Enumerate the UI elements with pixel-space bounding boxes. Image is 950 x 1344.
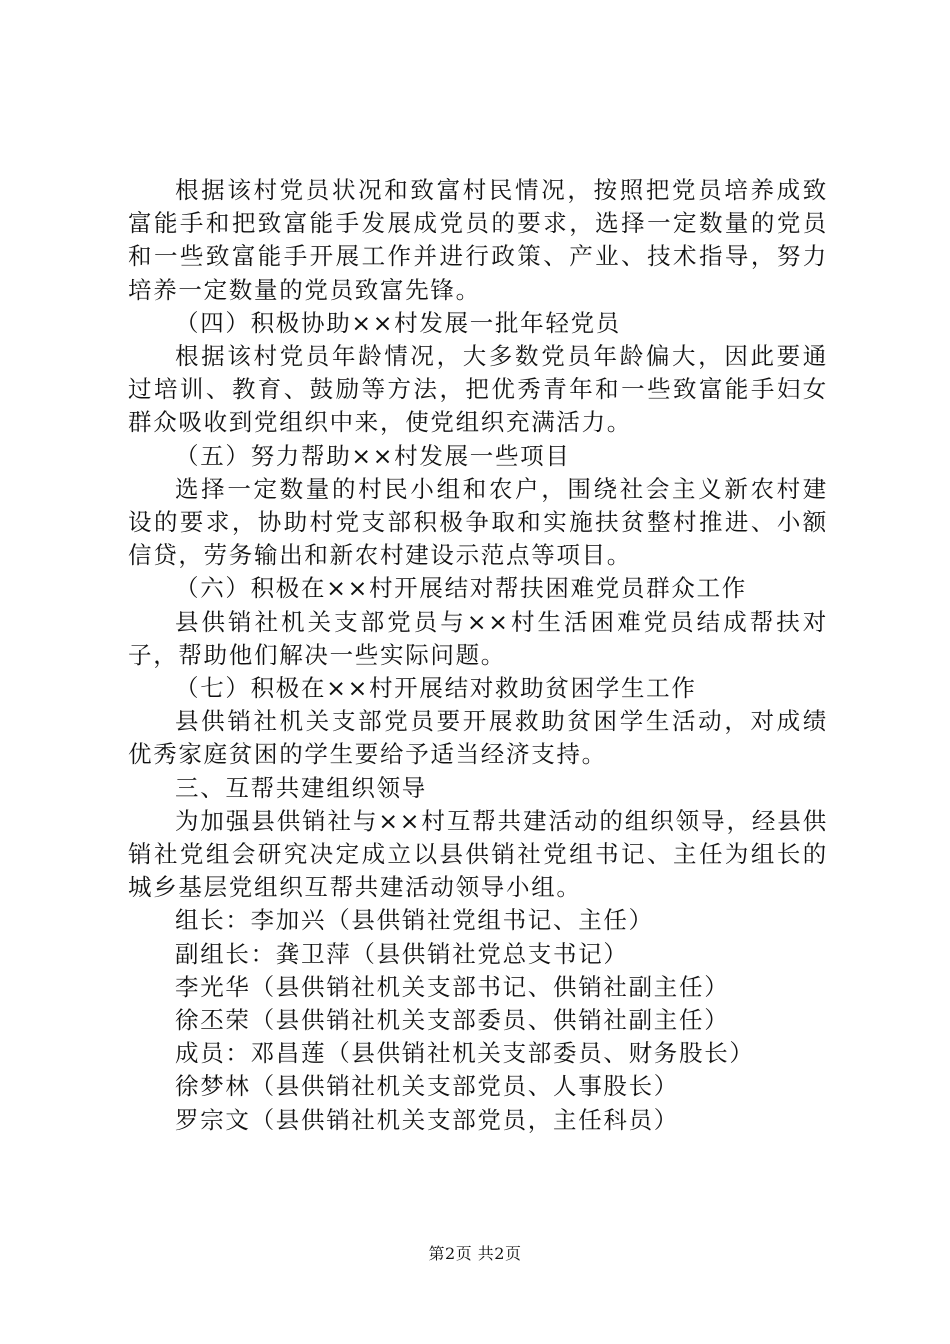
paragraph-4: 县供销社机关支部党员与××村生活困难党员结成帮扶对子，帮助他们解决一些实际问题。: [128, 607, 828, 669]
paragraph-1: 根据该村党员状况和致富村民情况，按照把党员培养成致富能手和把致富能手发展成党员的要求，选择一定数量的党员和一些致富能手开展工作并进行政策、产业、技术指导，努力培养一定数量的党员致富先锋。: [128, 176, 828, 304]
paragraph-2: 根据该村党员年龄情况，大多数党员年龄偏大，因此要通过培训、教育、鼓励等方法，把优秀青年和一些致富能手妇女群众吸收到党组织中来，使党组织充满活力。: [128, 342, 828, 437]
leader-line: 组长：李加兴（县供销社党组书记、主任）: [175, 906, 654, 935]
deputy-leader-line-1: 副组长：龚卫萍（县供销社党总支书记）: [175, 939, 629, 968]
section-heading-7: （七）积极在××村开展结对救助贫困学生工作: [175, 674, 697, 703]
member-line-3: 罗宗文（县供销社机关支部党员，主任科员）: [175, 1105, 679, 1134]
section-heading-5: （五）努力帮助××村发展一些项目: [175, 441, 571, 470]
section-heading-6: （六）积极在××村开展结对帮扶困难党员群众工作: [175, 574, 747, 603]
document-body: [128, 174, 828, 1137]
paragraph-5: 县供销社机关支部党员要开展救助贫困学生活动，对成绩优秀家庭贫困的学生要给予适当经济支持。: [128, 707, 828, 769]
paragraph-3: 选择一定数量的村民小组和农户，围绕社会主义新农村建设的要求，协助村党支部积极争取和实施扶贫整村推进、小额信贷，劳务输出和新农村建设示范点等项目。: [128, 474, 828, 570]
page-number-footer: 第2页 共2页: [428, 1244, 522, 1263]
member-line-1: 成员：邓昌莲（县供销社机关支部委员、财务股长）: [175, 1039, 755, 1068]
member-line-2: 徐梦林（县供销社机关支部党员、人事股长）: [175, 1072, 679, 1101]
deputy-leader-line-2: 李光华（县供销社机关支部书记、供销社副主任）: [175, 972, 730, 1001]
section-heading-3: 三、互帮共建组织领导: [175, 773, 427, 802]
section-heading-4: （四）积极协助××村发展一批年轻党员: [175, 308, 621, 337]
paragraph-6: 为加强县供销社与××村互帮共建活动的组织领导，经县供销社党组会研究决定成立以县供销社党组书记、主任为组长的城乡基层党组织互帮共建活动领导小组。: [128, 806, 828, 902]
deputy-leader-line-3: 徐丕荣（县供销社机关支部委员、供销社副主任）: [175, 1006, 730, 1035]
